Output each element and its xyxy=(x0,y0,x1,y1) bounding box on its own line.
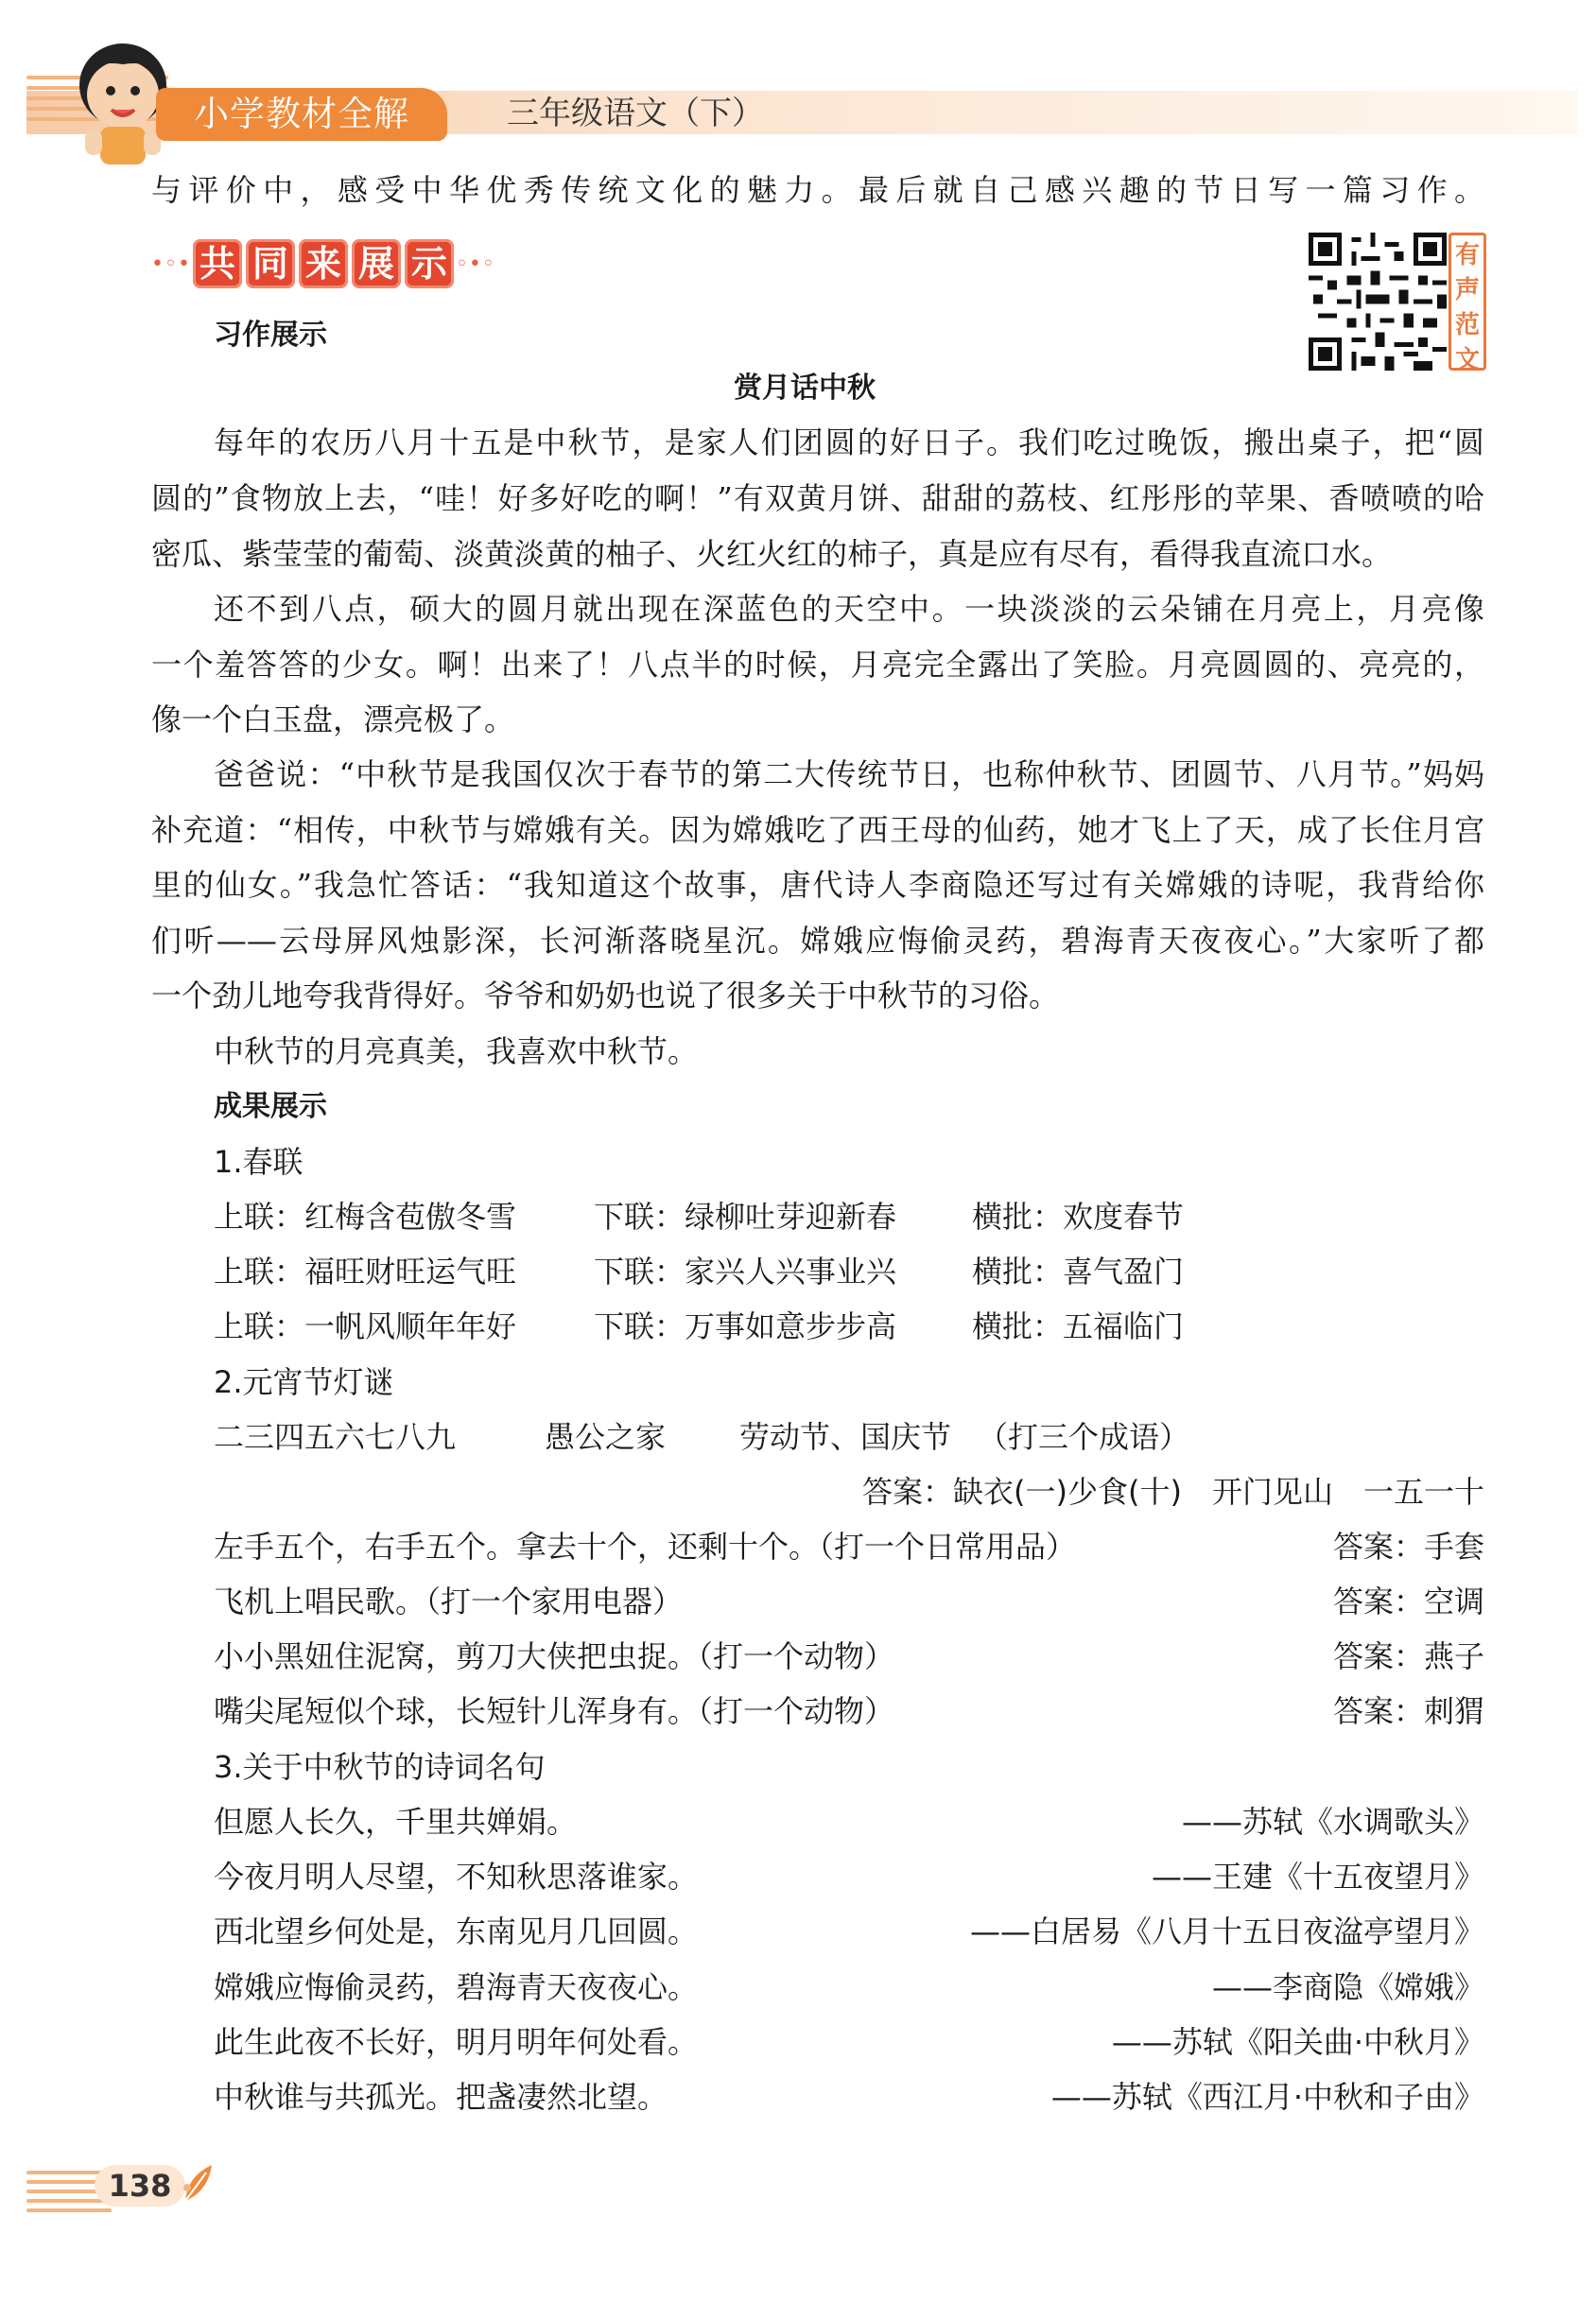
riddle-item: 劳动节、国庆节 xyxy=(739,1419,952,1455)
essay-heading: 习作展示 xyxy=(214,319,327,352)
essay-line: 像一个白玉盘，漂亮极了。 xyxy=(151,701,515,737)
banner-char: 来 xyxy=(299,239,348,288)
riddle-item: 二三四五六七八九 xyxy=(214,1419,457,1455)
series-title: 小学教材全解 xyxy=(156,88,447,141)
section-banner xyxy=(151,236,495,291)
poem-line: 此生此夜不长好，明月明年何处看。 xyxy=(214,2024,699,2060)
riddle-item: 愚公之家 xyxy=(545,1419,667,1455)
book-subtitle: 三年级语文（下） xyxy=(507,95,764,132)
riddle-answer: 答案：手套 xyxy=(1332,1529,1484,1565)
riddle-answer: 答案：缺衣(一)少食(十) 开门见山 一五一十 xyxy=(862,1474,1484,1510)
couplet-horizontal: 横批：喜气盈门 xyxy=(972,1254,1185,1290)
riddles-title: 2.元宵节灯谜 xyxy=(214,1364,394,1400)
essay-line: 一个劲儿地夸我背得好。爷爷和奶奶也说了很多关于中秋节的习俗。 xyxy=(151,978,1060,1013)
riddle-item: （打三个成语） xyxy=(978,1419,1190,1455)
poem-line: 嫦娥应悔偷灵药，碧海青天夜夜心。 xyxy=(214,1969,699,2005)
couplet-lower: 下联：家兴人兴事业兴 xyxy=(594,1254,897,1290)
couplet-upper: 上联：一帆风顺年年好 xyxy=(214,1308,517,1344)
poem-source: ——苏轼《水调歌头》 xyxy=(1181,1804,1484,1840)
banner-char: 共 xyxy=(193,239,242,288)
essay-line: 还不到八点，硕大的圆月就出现在深蓝色的天空中。一块淡淡的云朵铺在月亮上，月亮像 xyxy=(214,591,1484,627)
results-heading: 成果展示 xyxy=(214,1090,327,1123)
poem-line: 今夜月明人尽望，不知秋思落谁家。 xyxy=(214,1859,699,1895)
audio-sample-label[interactable] xyxy=(1449,233,1486,374)
poem-line: 但愿人长久，千里共婵娟。 xyxy=(214,1804,578,1840)
essay-title: 赏月话中秋 xyxy=(734,372,876,405)
riddle-answer: 答案：燕子 xyxy=(1332,1638,1484,1674)
intro-line: 与评价中，感受中华优秀传统文化的魅力。最后就自己感兴趣的节日写一篇习作。 xyxy=(151,172,1484,208)
poem-line: 中秋谁与共孤光。把盏凄然北望。 xyxy=(214,2079,668,2115)
poem-source: ——苏轼《西江月·中秋和子由》 xyxy=(1050,2079,1484,2115)
couplet-upper: 上联：红梅含苞傲冬雪 xyxy=(214,1199,517,1235)
couplet-lower: 下联：万事如意步步高 xyxy=(594,1308,897,1344)
essay-line: 里的仙女。”我急忙答话：“我知道这个故事，唐代诗人李商隐还写过有关嫦娥的诗呢，我背给你 xyxy=(151,867,1484,903)
poem-source: ——王建《十五夜望月》 xyxy=(1151,1859,1484,1895)
banner-char: 示 xyxy=(405,239,454,288)
essay-line: 一个羞答答的少女。啊！出来了！八点半的时候，月亮完全露出了笑脸。月亮圆圆的、亮亮的， xyxy=(151,647,1484,683)
leaf-icon xyxy=(180,2159,217,2207)
riddle-question: 嘴尖尾短似个球，长短针儿浑身有。（打一个动物） xyxy=(214,1693,895,1729)
qr-code-icon[interactable] xyxy=(1309,233,1447,371)
label-char: 文 xyxy=(1454,346,1480,374)
riddle-answer: 答案：刺猬 xyxy=(1332,1693,1484,1729)
page-number: 138 xyxy=(95,2165,185,2207)
label-char: 声 xyxy=(1454,276,1480,304)
banner-char: 同 xyxy=(246,239,295,288)
essay-line: 们听——云母屏风烛影深，长河渐落晓星沉。嫦娥应悔偷灵药，碧海青天夜夜心。”大家听了都 xyxy=(151,923,1484,959)
poem-source: ——李商隐《嫦娥》 xyxy=(1211,1969,1484,2005)
essay-line: 圆的”食物放上去，“哇！好多好吃的啊！”有双黄月饼、甜甜的荔枝、红彤彤的苹果、香喷喷的哈 xyxy=(151,480,1484,516)
essay-line: 补充道：“相传，中秋节与嫦娥有关。因为嫦娥吃了西王母的仙药，她才飞上了天，成了长住月宫 xyxy=(151,812,1484,848)
couplet-lower: 下联：绿柳吐芽迎新春 xyxy=(594,1199,897,1235)
label-char: 有 xyxy=(1454,241,1480,269)
poems-title: 3.关于中秋节的诗词名句 xyxy=(214,1749,546,1785)
essay-line: 中秋节的月亮真美，我喜欢中秋节。 xyxy=(214,1033,699,1069)
couplets-title: 1.春联 xyxy=(214,1144,304,1180)
riddle-question: 左手五个，右手五个。拿去十个，还剩十个。（打一个日常用品） xyxy=(214,1529,1077,1565)
riddle-question: 飞机上唱民歌。（打一个家用电器） xyxy=(214,1584,684,1619)
poem-source: ——苏轼《阳关曲·中秋月》 xyxy=(1111,2024,1484,2060)
poem-line: 西北望乡何处是，东南见月几回圆。 xyxy=(214,1913,699,1949)
riddle-question: 小小黑妞住泥窝，剪刀大侠把虫捉。（打一个动物） xyxy=(214,1638,895,1674)
banner-dots-left: •◦• xyxy=(151,251,191,276)
label-char: 范 xyxy=(1454,311,1480,339)
riddle-answer: 答案：空调 xyxy=(1332,1584,1484,1619)
banner-dots-right: ◦•◦ xyxy=(455,251,495,276)
couplet-horizontal: 横批：五福临门 xyxy=(972,1308,1185,1344)
couplet-upper: 上联：福旺财旺运气旺 xyxy=(214,1254,517,1290)
couplet-horizontal: 横批：欢度春节 xyxy=(972,1199,1185,1235)
essay-line: 密瓜、紫莹莹的葡萄、淡黄淡黄的柚子、火红火红的柿子，真是应有尽有，看得我直流口水。 xyxy=(151,536,1393,572)
essay-line: 每年的农历八月十五是中秋节，是家人们团圆的好日子。我们吃过晚饭，搬出桌子，把“圆 xyxy=(214,424,1484,460)
poem-source: ——白居易《八月十五日夜湓亭望月》 xyxy=(969,1913,1484,1949)
essay-line: 爸爸说：“中秋节是我国仅次于春节的第二大传统节日，也称仲秋节、团圆节、八月节。”妈妈 xyxy=(214,756,1484,792)
banner-char: 展 xyxy=(352,239,401,288)
